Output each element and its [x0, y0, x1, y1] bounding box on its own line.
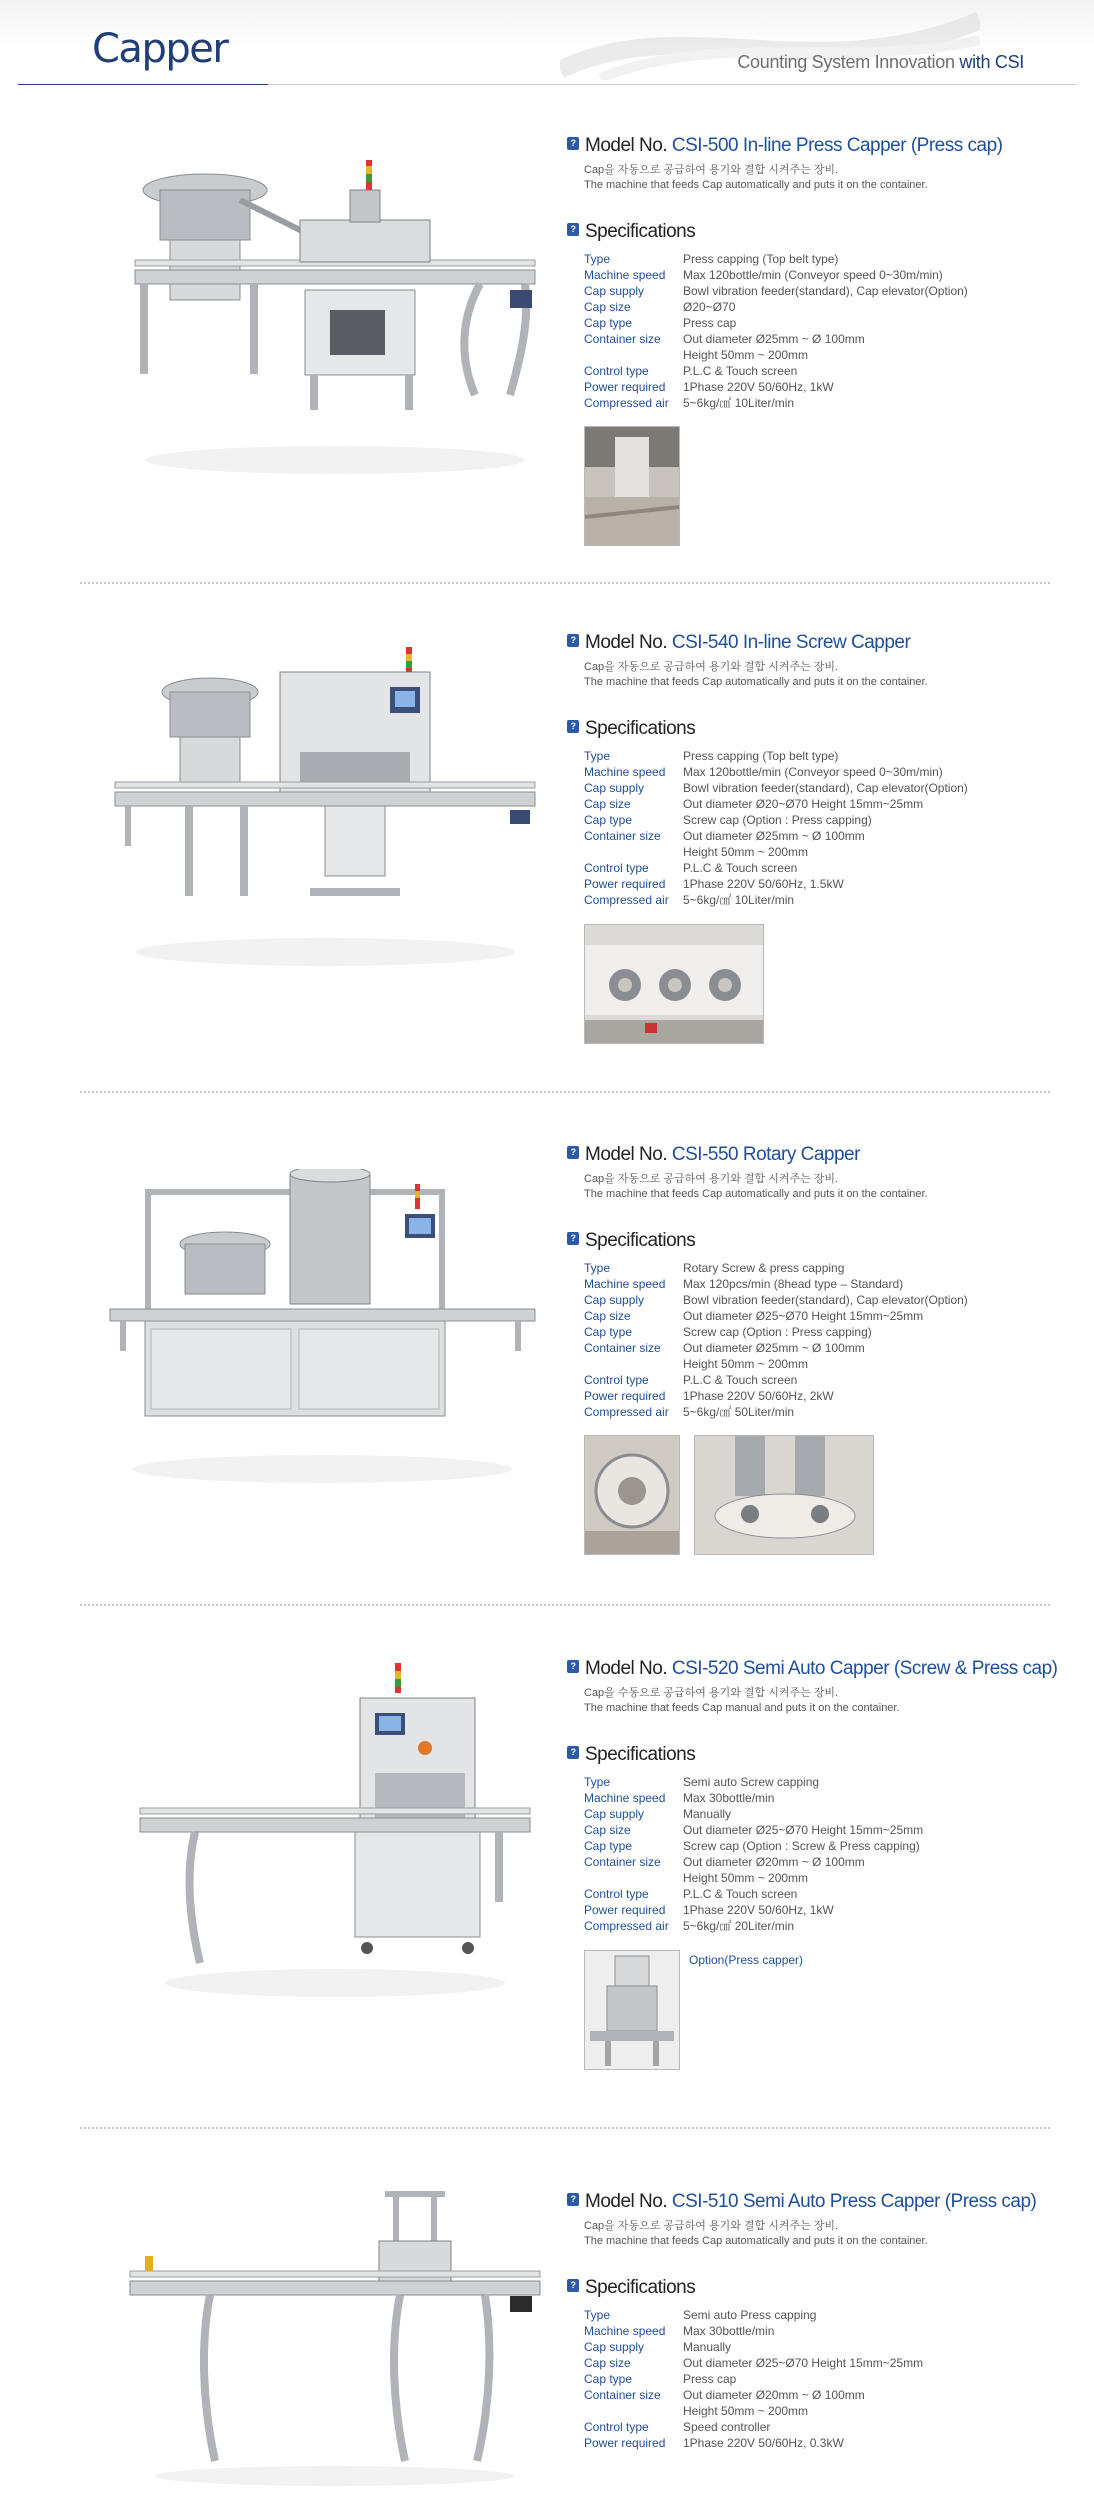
model-prefix: Model No. [585, 2191, 668, 2212]
spec-key: Cap type [584, 813, 633, 827]
tagline-main: Counting System Innovation [737, 52, 955, 72]
spec-heading [567, 221, 1067, 243]
detail-photos [584, 1950, 680, 2070]
spec-row [584, 1838, 1067, 1854]
product-info-csi-510 [567, 2191, 1067, 2451]
spec-row [584, 2307, 1067, 2323]
spec-title: Specifications [585, 2277, 696, 2298]
spec-value: Press capping (Top belt type) [683, 252, 839, 266]
description-korean: Cap을 수동으로 공급하여 용기와 결합 시켜주는 장비. [584, 1687, 839, 1699]
spec-row-continued [584, 844, 1067, 860]
model-number: CSI-520 [671, 1658, 739, 1679]
spec-key: Compressed air [584, 396, 669, 410]
spec-key: Compressed air [584, 893, 669, 907]
spec-row [584, 331, 1067, 347]
spec-value: Manually [683, 2340, 732, 2354]
spec-row [584, 1774, 1067, 1790]
spec-row [584, 1854, 1067, 1870]
spec-row [584, 2355, 1067, 2371]
spec-table [567, 2307, 1067, 2451]
spec-title: Specifications [585, 718, 696, 739]
model-description [567, 1686, 1067, 1716]
spec-table [567, 1774, 1067, 1934]
spec-key: Cap type [584, 2372, 633, 2386]
model-prefix: Model No. [585, 1144, 668, 1165]
model-description [567, 660, 1067, 690]
spec-key: Control type [584, 861, 649, 875]
model-number: CSI-550 [671, 1144, 739, 1165]
machine-image-csi-550 [105, 1169, 540, 1489]
spec-value: Screw cap (Option : Screw & Press capping) [683, 1839, 920, 1853]
spec-heading [567, 718, 1067, 740]
spec-row [584, 1806, 1067, 1822]
spec-value: Out diameter Ø25mm ~ Ø 100mm [683, 829, 865, 843]
spec-row [584, 363, 1067, 379]
section-divider [80, 582, 1050, 584]
spec-key: Cap supply [584, 1293, 645, 1307]
spec-value: Max 120bottle/min (Conveyor speed 0~30m/min) [683, 765, 943, 779]
spec-value: Height 50mm ~ 200mm [683, 2404, 809, 2418]
spec-value: 5~6kg/㎠ 10Liter/min [683, 893, 795, 907]
bullet-icon: ? [567, 634, 579, 647]
description-english: The machine that feeds Cap automatically and puts it on the container. [584, 2235, 928, 2247]
spec-value: Out diameter Ø20mm ~ Ø 100mm [683, 2388, 865, 2402]
bullet-icon: ? [567, 720, 579, 733]
spec-value: Speed controller [683, 2420, 771, 2434]
spec-row [584, 1340, 1067, 1356]
spec-value: Bowl vibration feeder(standard), Cap elevator(Option) [683, 1293, 968, 1307]
detail-photo [584, 924, 764, 1044]
spec-value: 1Phase 220V 50/60Hz, 1.5kW [683, 877, 844, 891]
spec-key: Power required [584, 1903, 666, 1917]
spec-row [584, 1372, 1067, 1388]
spec-row [584, 1822, 1067, 1838]
spec-key: Container size [584, 1341, 661, 1355]
model-name: Semi Auto Capper (Screw & Press cap) [742, 1658, 1058, 1679]
spec-row [584, 780, 1067, 796]
machine-image-csi-520 [135, 1663, 535, 2003]
spec-key: Type [584, 1261, 611, 1275]
spec-row [584, 1404, 1067, 1420]
spec-key: Control type [584, 2420, 649, 2434]
detail-photo [584, 426, 680, 546]
spec-value: 5~6kg/㎠ 20Liter/min [683, 1919, 795, 1933]
spec-title: Specifications [585, 1744, 696, 1765]
model-prefix: Model No. [585, 1658, 668, 1679]
bullet-icon: ? [567, 1146, 579, 1159]
spec-value: Out diameter Ø25mm ~ Ø 100mm [683, 1341, 865, 1355]
spec-key: Control type [584, 364, 649, 378]
spec-value: P.L.C & Touch screen [683, 861, 798, 875]
spec-value: Semi auto Screw capping [683, 1775, 820, 1789]
spec-key: Compressed air [584, 1405, 669, 1419]
product-info-csi-520 [567, 1658, 1067, 1934]
spec-row [584, 2419, 1067, 2435]
detail-photos [584, 924, 764, 1044]
spec-value: 5~6kg/㎠ 50Liter/min [683, 1405, 795, 1419]
spec-title: Specifications [585, 1230, 696, 1251]
spec-key: Cap size [584, 797, 631, 811]
spec-value: Max 30bottle/min [683, 1791, 775, 1805]
spec-table [567, 748, 1067, 908]
spec-key: Type [584, 749, 611, 763]
spec-row [584, 283, 1067, 299]
spec-row [584, 251, 1067, 267]
spec-key: Cap supply [584, 1807, 645, 1821]
spec-title: Specifications [585, 221, 696, 242]
spec-value: 1Phase 220V 50/60Hz, 0.3kW [683, 2436, 844, 2450]
spec-key: Type [584, 252, 611, 266]
spec-key: Cap supply [584, 2340, 645, 2354]
spec-row [584, 828, 1067, 844]
spec-row [584, 1292, 1067, 1308]
spec-heading [567, 1230, 1067, 1252]
spec-value: Max 120bottle/min (Conveyor speed 0~30m/min) [683, 268, 943, 282]
bullet-icon: ? [567, 2193, 579, 2206]
page-title: Capper [92, 26, 228, 72]
section-divider [80, 1604, 1050, 1606]
model-heading [567, 135, 1067, 157]
model-name: In-line Press Capper (Press cap) [742, 135, 1003, 156]
spec-table [567, 251, 1067, 411]
spec-value: Out diameter Ø25mm ~ Ø 100mm [683, 332, 865, 346]
spec-value: Bowl vibration feeder(standard), Cap elevator(Option) [683, 284, 968, 298]
spec-table [567, 1260, 1067, 1420]
model-number: CSI-510 [671, 2191, 739, 2212]
spec-row [584, 1260, 1067, 1276]
spec-value: P.L.C & Touch screen [683, 1887, 798, 1901]
spec-row [584, 812, 1067, 828]
page-header [0, 0, 1094, 86]
spec-row [584, 1276, 1067, 1292]
spec-row [584, 860, 1067, 876]
bullet-icon: ? [567, 1660, 579, 1673]
spec-key: Type [584, 1775, 611, 1789]
machine-image-csi-510 [125, 2186, 545, 2486]
machine-image-csi-540 [110, 642, 540, 972]
description-english: The machine that feeds Cap automatically and puts it on the container. [584, 676, 928, 688]
spec-key: Control type [584, 1373, 649, 1387]
spec-value: Rotary Screw & press capping [683, 1261, 845, 1275]
description-korean: Cap을 자동으로 공급하여 용기와 결합 시켜주는 장비. [584, 2220, 839, 2232]
spec-heading [567, 2277, 1067, 2299]
spec-key: Power required [584, 2436, 666, 2450]
model-name: In-line Screw Capper [742, 632, 911, 653]
spec-value: Out diameter Ø25~Ø70 Height 15mm~25mm [683, 2356, 924, 2370]
spec-key: Machine speed [584, 1277, 666, 1291]
spec-value: Max 120pcs/min (8head type – Standard) [683, 1277, 904, 1291]
detail-photo [584, 1435, 680, 1555]
spec-row [584, 2435, 1067, 2451]
spec-key: Machine speed [584, 1791, 666, 1805]
model-heading [567, 1144, 1067, 1166]
spec-value: Press cap [683, 316, 737, 330]
spec-key: Cap size [584, 2356, 631, 2370]
spec-row [584, 2323, 1067, 2339]
spec-key: Machine speed [584, 2324, 666, 2338]
model-name: Rotary Capper [742, 1144, 860, 1165]
model-name: Semi Auto Press Capper (Press cap) [742, 2191, 1037, 2212]
bullet-icon: ? [567, 1232, 579, 1245]
model-description [567, 1172, 1067, 1202]
bullet-icon: ? [567, 2279, 579, 2292]
spec-value: Manually [683, 1807, 732, 1821]
spec-value: Out diameter Ø25~Ø70 Height 15mm~25mm [683, 1823, 924, 1837]
spec-row-continued [584, 1356, 1067, 1372]
spec-row [584, 2339, 1067, 2355]
bullet-icon: ? [567, 137, 579, 150]
model-heading [567, 632, 1067, 654]
spec-key: Cap type [584, 316, 633, 330]
description-english: The machine that feeds Cap automatically and puts it on the container. [584, 1188, 928, 1200]
spec-key: Power required [584, 877, 666, 891]
product-info-csi-500 [567, 135, 1067, 411]
description-korean: Cap을 자동으로 공급하여 용기와 결합 시켜주는 장비. [584, 164, 839, 176]
description-korean: Cap을 자동으로 공급하여 용기와 결합 시켜주는 장비. [584, 661, 839, 673]
tagline-accent: with CSI [959, 52, 1024, 72]
spec-value: Bowl vibration feeder(standard), Cap elevator(Option) [683, 781, 968, 795]
model-description [567, 163, 1067, 193]
detail-photos [584, 1435, 874, 1555]
spec-value: Height 50mm ~ 200mm [683, 1357, 809, 1371]
spec-value: Max 30bottle/min [683, 2324, 775, 2338]
spec-value: Out diameter Ø20mm ~ Ø 100mm [683, 1855, 865, 1869]
spec-key: Container size [584, 1855, 661, 1869]
spec-value: Screw cap (Option : Press capping) [683, 813, 872, 827]
spec-row [584, 395, 1067, 411]
product-info-csi-550 [567, 1144, 1067, 1420]
spec-value: 1Phase 220V 50/60Hz, 1kW [683, 1903, 834, 1917]
spec-key: Container size [584, 2388, 661, 2402]
model-heading [567, 1658, 1067, 1680]
detail-photo [694, 1435, 874, 1555]
spec-key: Type [584, 2308, 611, 2322]
product-info-csi-540 [567, 632, 1067, 908]
spec-row [584, 379, 1067, 395]
model-number: CSI-540 [671, 632, 739, 653]
spec-row [584, 1308, 1067, 1324]
spec-row [584, 1388, 1067, 1404]
description-korean: Cap을 자동으로 공급하여 용기와 결합 시켜주는 장비. [584, 1173, 839, 1185]
description-english: The machine that feeds Cap manual and puts it on the container. [584, 1702, 900, 1714]
bullet-icon: ? [567, 223, 579, 236]
spec-row [584, 299, 1067, 315]
spec-row [584, 748, 1067, 764]
spec-key: Compressed air [584, 1919, 669, 1933]
spec-row [584, 1918, 1067, 1934]
section-divider [80, 1091, 1050, 1093]
spec-value: Semi auto Press capping [683, 2308, 817, 2322]
spec-value: Ø20~Ø70 [683, 300, 736, 314]
option-photo [584, 1950, 680, 2070]
model-number: CSI-500 [671, 135, 739, 156]
section-divider [80, 2127, 1050, 2129]
spec-row-continued [584, 2403, 1067, 2419]
spec-row [584, 876, 1067, 892]
description-english: The machine that feeds Cap automatically and puts it on the container. [584, 179, 928, 191]
spec-value: P.L.C & Touch screen [683, 1373, 798, 1387]
model-heading [567, 2191, 1067, 2213]
spec-value: Out diameter Ø20~Ø70 Height 15mm~25mm [683, 797, 924, 811]
spec-key: Cap size [584, 1309, 631, 1323]
spec-value: 1Phase 220V 50/60Hz, 1kW [683, 380, 834, 394]
spec-row [584, 892, 1067, 908]
spec-heading [567, 1744, 1067, 1766]
detail-photos [584, 426, 680, 546]
spec-row [584, 315, 1067, 331]
tagline [737, 52, 1024, 73]
spec-key: Cap size [584, 300, 631, 314]
spec-value: 5~6kg/㎠ 10Liter/min [683, 396, 795, 410]
spec-key: Power required [584, 380, 666, 394]
spec-key: Cap size [584, 1823, 631, 1837]
spec-key: Container size [584, 829, 661, 843]
spec-row-continued [584, 347, 1067, 363]
spec-value: Out diameter Ø25~Ø70 Height 15mm~25mm [683, 1309, 924, 1323]
spec-key: Power required [584, 1389, 666, 1403]
model-prefix: Model No. [585, 135, 668, 156]
spec-key: Cap type [584, 1325, 633, 1339]
machine-image-csi-500 [130, 150, 540, 480]
spec-key: Machine speed [584, 268, 666, 282]
spec-row [584, 267, 1067, 283]
spec-value: Height 50mm ~ 200mm [683, 348, 809, 362]
spec-key: Cap type [584, 1839, 633, 1853]
spec-value: Screw cap (Option : Press capping) [683, 1325, 872, 1339]
spec-row [584, 2387, 1067, 2403]
bullet-icon: ? [567, 1746, 579, 1759]
model-description [567, 2219, 1067, 2249]
spec-value: Height 50mm ~ 200mm [683, 1871, 809, 1885]
spec-key: Control type [584, 1887, 649, 1901]
model-prefix: Model No. [585, 632, 668, 653]
spec-value: Press capping (Top belt type) [683, 749, 839, 763]
spec-row [584, 1790, 1067, 1806]
spec-key: Cap supply [584, 781, 645, 795]
spec-key: Cap supply [584, 284, 645, 298]
spec-row [584, 2371, 1067, 2387]
spec-row [584, 796, 1067, 812]
spec-value: Press cap [683, 2372, 737, 2386]
spec-row [584, 1902, 1067, 1918]
spec-row-continued [584, 1870, 1067, 1886]
spec-key: Machine speed [584, 765, 666, 779]
spec-value: P.L.C & Touch screen [683, 364, 798, 378]
spec-row [584, 1324, 1067, 1340]
spec-row [584, 1886, 1067, 1902]
option-label: Option(Press capper) [689, 1953, 804, 1967]
spec-row [584, 764, 1067, 780]
spec-key: Container size [584, 332, 661, 346]
header-rule [18, 84, 1076, 85]
spec-value: Height 50mm ~ 200mm [683, 845, 809, 859]
spec-value: 1Phase 220V 50/60Hz, 2kW [683, 1389, 834, 1403]
